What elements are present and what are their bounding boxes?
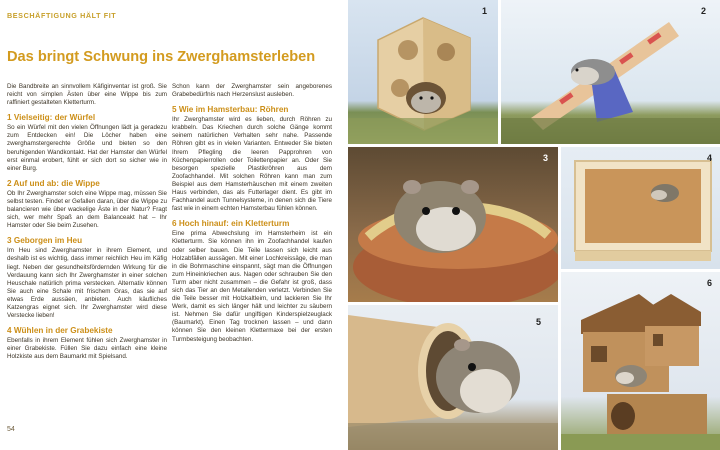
photo-number-4: 4 [707, 153, 713, 163]
photo-hamster-hay-bowl [348, 147, 558, 302]
cube-illustration [348, 0, 498, 144]
photo-number-1: 1 [482, 6, 488, 16]
paragraph-kletterturm: Eine prima Abwechslung im Hamsterheim ist ein Kletterturm. Sie können ihn im Zoofachhandel kaufen oder selber bauen. Die Teile lassen sich leicht aus Holzabfällen aussägen. Mit einer Lochkreissäge, die man in die Bohrmaschine einspannt, sägt man die Öffnungen zum Hineinkriechen aus. Nagen oder schrauben Sie den Turm aber nicht zusammen – die Gefahr ist groß, dass sich das Tier an den Metallenden verletzt. Verbinden Sie die Teile besser mit Holzkaltleim, und lackieren Sie Ihr Werk, damit es sich länger hält und leichter zu säubern ist. Nehmen Sie dafür ungiftigen Kinderspielzeuglack (Baumarkt). Einen Tag trocknen lassen – und dann können Sie den kleinen Klettermaxe bei der ersten Turmbesteigung beobachten. [172, 230, 332, 343]
photo-hamster-climbing-tower [561, 272, 720, 450]
photo-hamster-dig-box [561, 147, 720, 269]
tube-illustration [348, 305, 558, 450]
heading-roehren: 5 Wie im Hamsterbau: Röhren [172, 105, 289, 115]
photo-number-2: 2 [701, 6, 707, 16]
left-page [0, 0, 348, 450]
hay-bowl-illustration [348, 147, 558, 302]
section-kicker: BESCHÄFTIGUNG HÄLT FIT [7, 11, 117, 20]
dig-box-illustration [561, 147, 720, 269]
tower-illustration [561, 272, 720, 450]
page-title: Das bringt Schwung ins Zwerghamsterleben [7, 49, 316, 65]
photo-number-3: 3 [543, 153, 549, 163]
page-number: 54 [7, 426, 15, 433]
heading-kletterturm: 6 Hoch hinauf: ein Kletterturm [172, 219, 290, 229]
photo-hamster-seesaw [501, 0, 720, 144]
paragraph-heu: Im Heu sind Zwerghamster in ihrem Element, und deshalb ist es wichtig, dass immer reichlich Heu im Käfig liegt. Neben der gesundheitsfördernden Wirkung für die Verdauung kann sich Ihr Zwerghamster in einer solchen Heuschale natürlich prima verstecken. Alternativ können Sie auch eine Schale mit frischem Gras, das sie auf etwas Erde aussäen, anbieten. Auch käufliches Katzengras eignet sich. Ihr Zwerghamster wird diese Verstecke lieben! [7, 247, 167, 320]
heading-grabekiste: 4 Wühlen in der Grabekiste [7, 326, 113, 336]
photo-number-6: 6 [707, 278, 713, 288]
seesaw-illustration [501, 0, 720, 144]
text-column-2 [172, 83, 332, 350]
paragraph-grabekiste-cont: Schon kann der Zwerghamster sein angeborenes Grabebedürfnis nach Herzenslust ausleben. [172, 83, 332, 99]
photo-hamster-tube [348, 305, 558, 450]
right-page-photos [348, 0, 720, 450]
paragraph-grabekiste: Ebenfalls in ihrem Element fühlen sich Zwerghamster in einer Grabekiste. Füllen Sie dazu einfach eine kleine Holzkiste aus dem Baumarkt mit Spielsand. [7, 337, 167, 361]
text-column-1 [7, 83, 167, 367]
heading-wuerfel: 1 Vielseitig: der Würfel [7, 113, 96, 123]
heading-wippe: 2 Auf und ab: die Wippe [7, 178, 100, 188]
paragraph-wippe: Ob Ihr Zwerghamster solch eine Wippe mag, müssen Sie selbst testen. Findet er Gefallen daran, über die Wippe zu balancieren wie über wackelige Äste in der Natur? Fragt sich, wer mehr Spaß an dem Balanceakt hat – Ihr Hamster oder Sie beim Zusehen. [7, 189, 167, 230]
intro-paragraph: Die Bandbreite an sinnvollem Käfiginventar ist groß. Sie reicht von simplen Ästen über eine Wippe bis zum raffiniert gestalteten Kletterturm. [7, 83, 167, 107]
photo-number-5: 5 [536, 317, 542, 327]
photo-hamster-cube [348, 0, 498, 144]
heading-heu: 3 Geborgen im Heu [7, 236, 83, 246]
paragraph-wuerfel: So ein Würfel mit den vielen Öffnungen lädt ja geradezu zum Entdecken ein! Die Löcher haben eine zwerghamstergerechte Größe und bieten so den beruhigenden Wandkontakt. Hat der Hamster den Würfel erst einmal erobert, fühlt er sich dort so sicher wie in einer Burg. [7, 124, 167, 172]
paragraph-roehren: Ihr Zwerghamster wird es lieben, durch Röhren zu krabbeln. Das Kriechen durch solche Gänge kommt seinem natürlichen Verhalten sehr nahe. Passende Röhren gibt es in vielen Varianten. Entweder Sie bieten Ihrem Pflegling die leeren Papprohren von Küchenpapierrollen oder Toilettenpapier an. Oder Sie besorgen spezielle Plastikröhren aus dem Zoofachhandel. Mit solchen Röhren kann man zum Beispiel aus dem Hamsterhäuschen mit einem zweiten Haus verbinden, das als Futterlager dient. Es gibt im Fachhandel auch Tunnelsysteme, in denen sich die Tiere fast wie in einem echten Hamsterbau fühlen können. [172, 116, 332, 213]
